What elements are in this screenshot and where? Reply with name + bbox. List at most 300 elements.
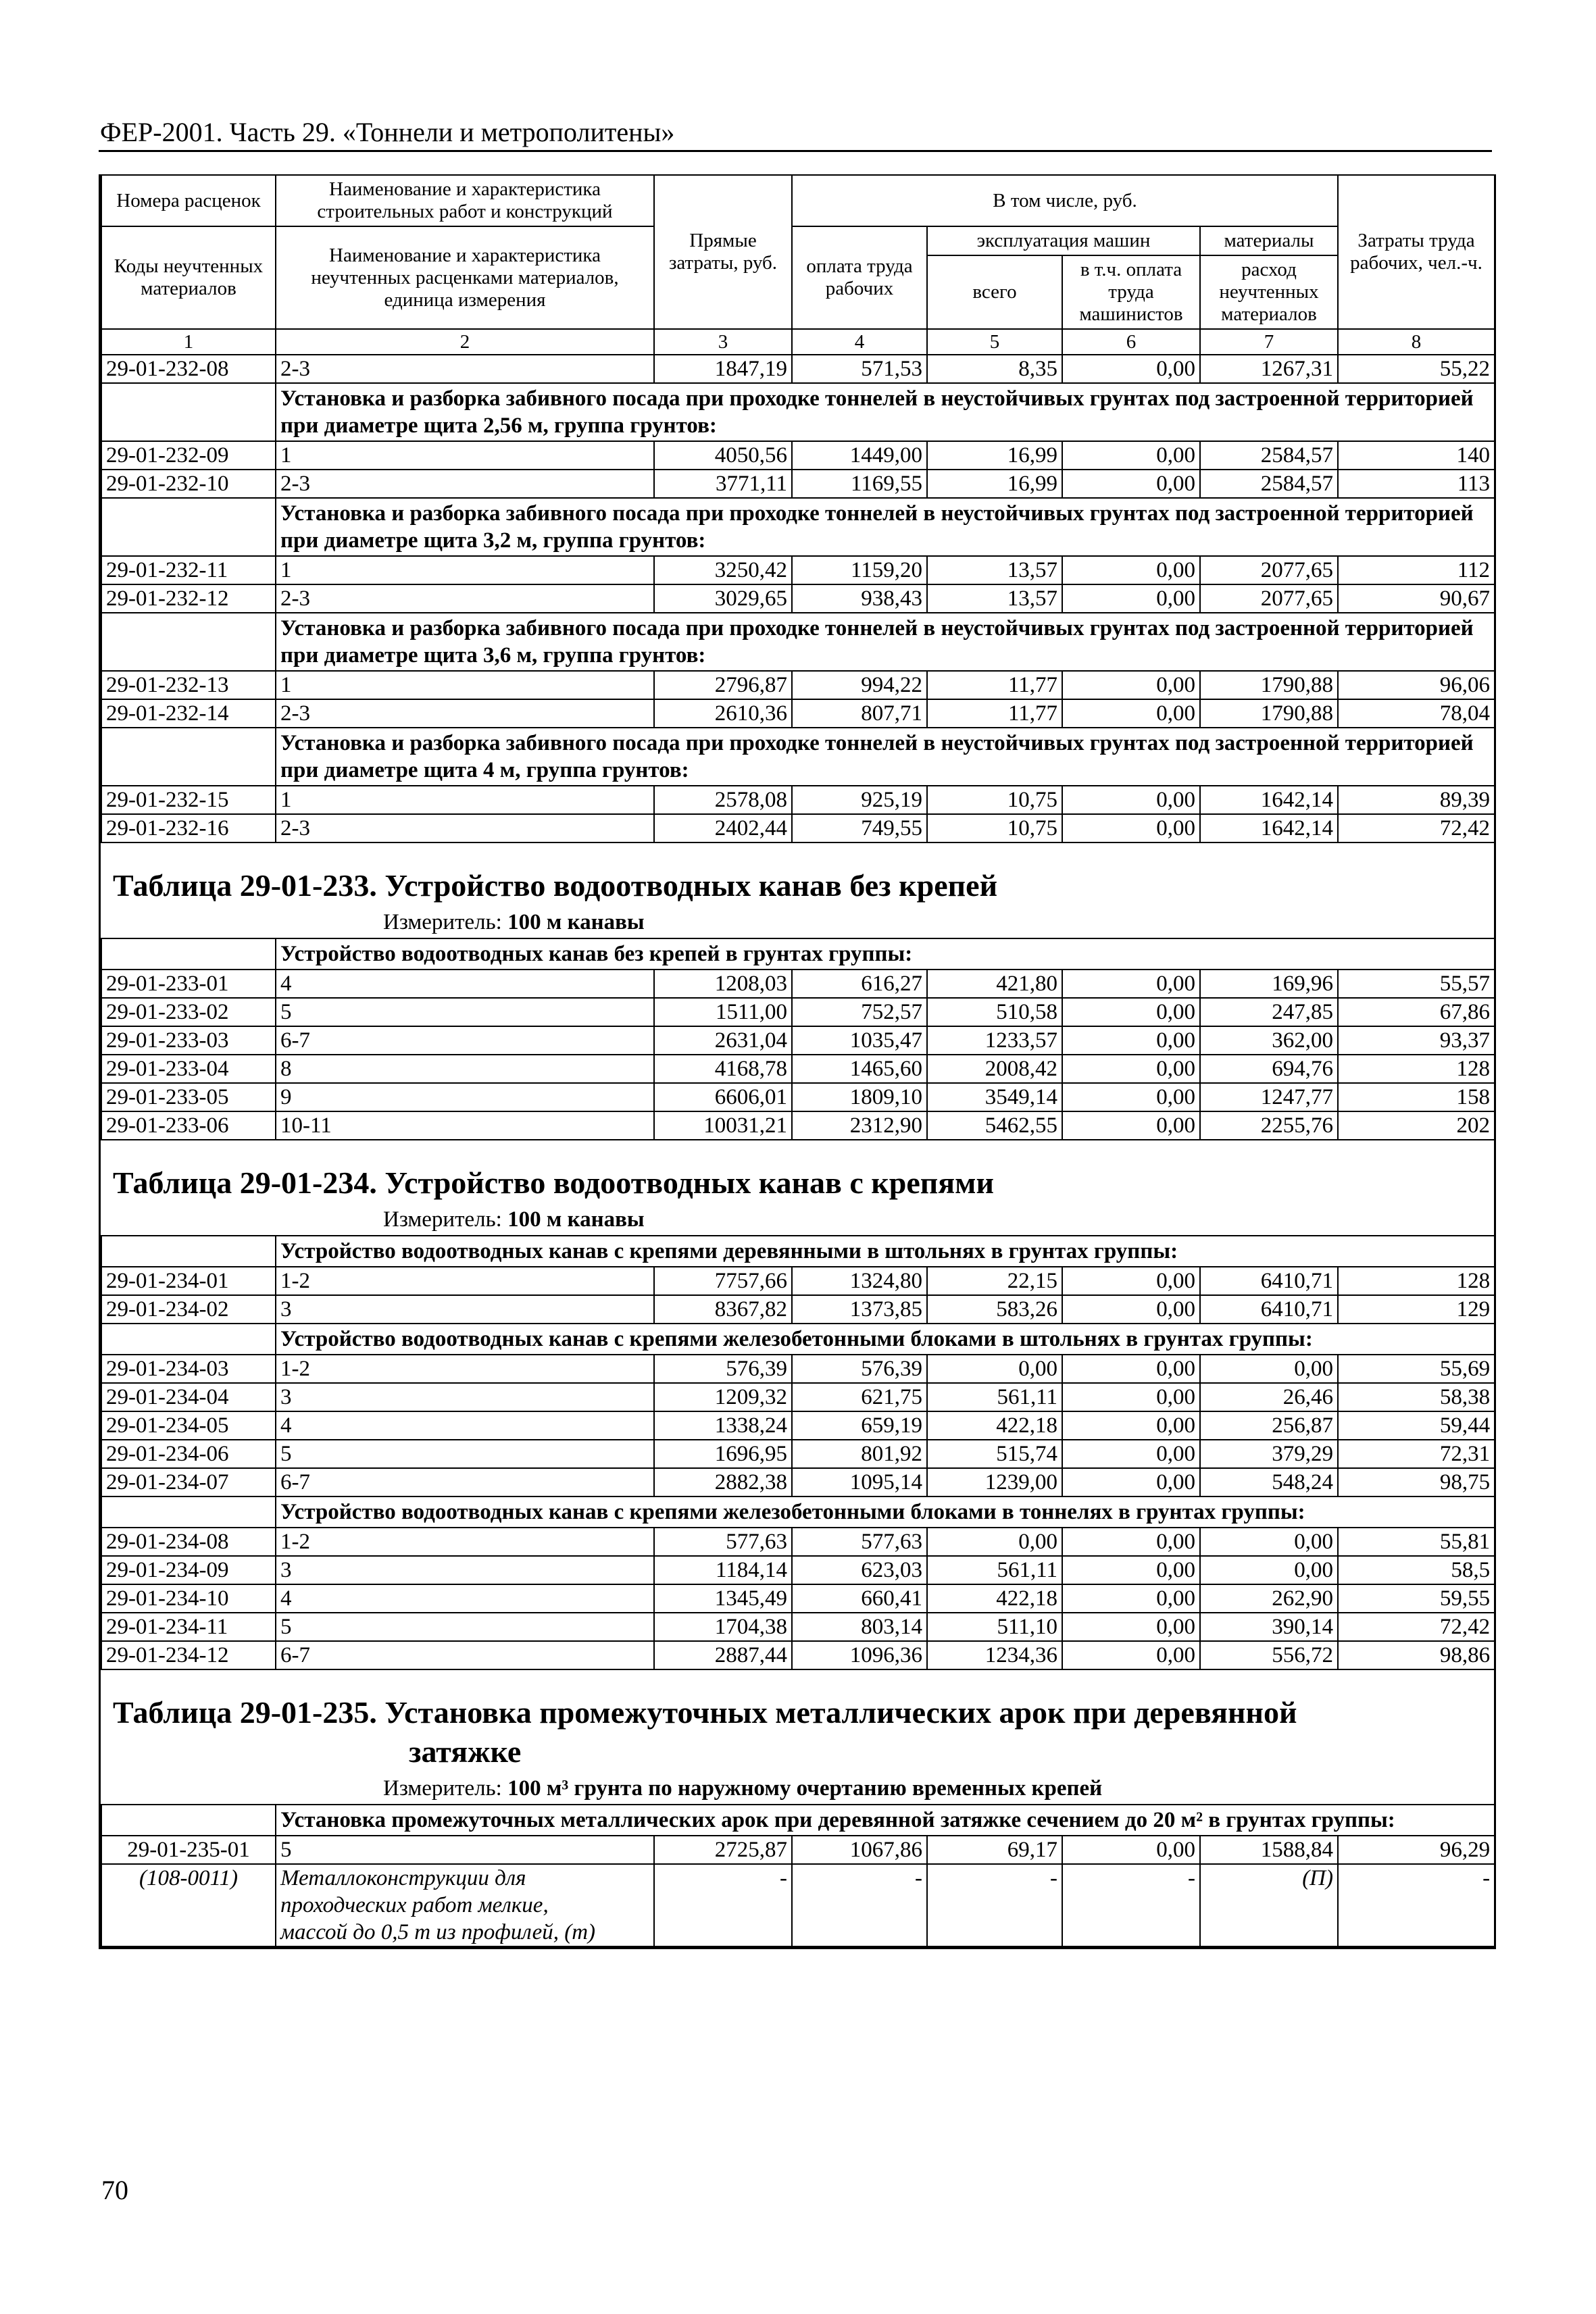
work-name: 10-11	[276, 1111, 654, 1140]
table-row	[101, 1055, 1495, 1083]
rows-group	[101, 1836, 1495, 1946]
direct-costs: 2578,08	[654, 786, 792, 814]
labor: 128	[1338, 1055, 1495, 1083]
machines-total: 16,99	[927, 470, 1062, 498]
hdr-material-name: Наименование и характеристика неучтенных расценками материалов, единица измерения	[276, 226, 654, 329]
work-name: 2-3	[276, 584, 654, 613]
work-name: 1	[276, 786, 654, 814]
machines-total: 422,18	[927, 1584, 1062, 1613]
machines-wage: 0,00	[1062, 1613, 1200, 1641]
work-name: 5	[276, 998, 654, 1026]
table-row	[101, 1083, 1495, 1111]
direct-costs: 2796,87	[654, 671, 792, 699]
page-number: 70	[101, 2175, 128, 2205]
wage: 1465,60	[792, 1055, 927, 1083]
materials: 169,96	[1200, 970, 1338, 998]
hdr-material-codes: Коды неучтенных материалов	[101, 226, 276, 329]
work-name: 3	[276, 1295, 654, 1324]
machines-wage: 0,00	[1062, 1383, 1200, 1411]
rate-code: 29-01-234-09	[101, 1556, 276, 1584]
labor: 129	[1338, 1295, 1495, 1324]
material-name	[276, 1864, 654, 1946]
table-29-01-233-block	[101, 843, 1494, 1140]
machines-total: 422,18	[927, 1411, 1062, 1440]
machines-wage: 0,00	[1062, 671, 1200, 699]
wage: 1096,36	[792, 1641, 927, 1669]
labor: 72,42	[1338, 1613, 1495, 1641]
wage: 803,14	[792, 1613, 927, 1641]
rate-code: 29-01-233-04	[101, 1055, 276, 1083]
hdr-machines-wage: в т.ч. оплата труда машинистов	[1062, 255, 1200, 329]
table-row	[101, 1026, 1495, 1055]
table-title-line2: затяжке	[409, 1734, 522, 1769]
wage: 1035,47	[792, 1026, 927, 1055]
direct-costs: 6606,01	[654, 1083, 792, 1111]
direct-costs: 1847,19	[654, 355, 792, 383]
section-heading: Устройство водоотводных канав с крепями железобетонными блоками в штольнях в грунтах группы:	[276, 1324, 1495, 1355]
direct-costs: 2882,38	[654, 1468, 792, 1496]
table-row	[101, 1111, 1495, 1140]
direct-costs: 2725,87	[654, 1836, 792, 1864]
materials: 2584,57	[1200, 441, 1338, 470]
machines-total: 13,57	[927, 556, 1062, 584]
rate-code: 29-01-232-12	[101, 584, 276, 613]
section-group	[101, 613, 1495, 671]
table-row	[101, 556, 1495, 584]
section-heading: Устройство водоотводных канав с крепями железобетонными блоками в тоннелях в грунтах группы:	[276, 1496, 1495, 1528]
materials: 1642,14	[1200, 814, 1338, 842]
work-name: 1-2	[276, 1355, 654, 1383]
rows-group	[101, 671, 1495, 728]
machines-total: 421,80	[927, 970, 1062, 998]
work-name: 6-7	[276, 1026, 654, 1055]
running-head: ФЕР-2001. Часть 29. «Тоннели и метрополитены»	[100, 117, 675, 147]
machines-wage: 0,00	[1062, 1267, 1200, 1295]
work-name: 9	[276, 1083, 654, 1111]
hdr-machines: эксплуатация машин	[927, 226, 1200, 255]
hdr-wage: оплата труда рабочих	[792, 226, 927, 329]
labor: 78,04	[1338, 699, 1495, 728]
materials: 6410,71	[1200, 1267, 1338, 1295]
table-row	[101, 1836, 1495, 1864]
material-dash: -	[1062, 1864, 1200, 1946]
work-name: 4	[276, 1584, 654, 1613]
rate-code: 29-01-234-06	[101, 1440, 276, 1468]
machines-wage: 0,00	[1062, 1295, 1200, 1324]
hdr-labor-costs: Затраты труда рабочих, чел.-ч.	[1338, 175, 1495, 329]
table-row	[101, 584, 1495, 613]
direct-costs: 3029,65	[654, 584, 792, 613]
work-name: 8	[276, 1055, 654, 1083]
machines-total: 561,11	[927, 1383, 1062, 1411]
table-row	[101, 1641, 1495, 1669]
column-numbers	[101, 329, 1495, 355]
direct-costs: 1184,14	[654, 1556, 792, 1584]
machines-total: 511,10	[927, 1613, 1062, 1641]
materials: 262,90	[1200, 1584, 1338, 1613]
wage: 577,63	[792, 1528, 927, 1556]
labor: 128	[1338, 1267, 1495, 1295]
wage: 1373,85	[792, 1295, 927, 1324]
machines-total: 0,00	[927, 1355, 1062, 1383]
section-group	[101, 1496, 1495, 1528]
labor: 58,5	[1338, 1556, 1495, 1584]
direct-costs: 2402,44	[654, 814, 792, 842]
rate-code: 29-01-234-07	[101, 1468, 276, 1496]
machines-total: 13,57	[927, 584, 1062, 613]
materials: 556,72	[1200, 1641, 1338, 1669]
labor: 58,38	[1338, 1383, 1495, 1411]
direct-costs: 1511,00	[654, 998, 792, 1026]
materials: 0,00	[1200, 1528, 1338, 1556]
labor: 113	[1338, 470, 1495, 498]
materials: 694,76	[1200, 1055, 1338, 1083]
meter-value: 100 м канавы	[507, 910, 645, 934]
labor: 112	[1338, 556, 1495, 584]
machines-wage: 0,00	[1062, 1641, 1200, 1669]
machines-total: 16,99	[927, 441, 1062, 470]
rate-code: 29-01-234-10	[101, 1584, 276, 1613]
meter-label: Измеритель:	[383, 1776, 508, 1801]
materials: 362,00	[1200, 1026, 1338, 1055]
materials: 2077,65	[1200, 584, 1338, 613]
table-row	[101, 441, 1495, 470]
table-29-01-233	[101, 938, 1495, 1140]
header-rule	[99, 150, 1492, 152]
table-row	[101, 1267, 1495, 1295]
materials: 390,14	[1200, 1613, 1338, 1641]
hdr-materials: материалы	[1200, 226, 1338, 255]
machines-total: 583,26	[927, 1295, 1062, 1324]
rate-code: 29-01-235-01	[101, 1836, 276, 1864]
labor: 140	[1338, 441, 1495, 470]
labor: 72,31	[1338, 1440, 1495, 1468]
direct-costs: 1209,32	[654, 1383, 792, 1411]
table-title: Таблица 29-01-233. Устройство водоотводных канав без крепей	[113, 868, 998, 903]
direct-costs: 1696,95	[654, 1440, 792, 1468]
wage: 752,57	[792, 998, 927, 1026]
materials: 2255,76	[1200, 1111, 1338, 1140]
section-group	[101, 1324, 1495, 1355]
wage: 1809,10	[792, 1083, 927, 1111]
material-row	[101, 1864, 1495, 1946]
wage: 1449,00	[792, 441, 927, 470]
hdr-work-name: Наименование и характеристика строительных работ и конструкций	[276, 175, 654, 226]
work-name: 1	[276, 441, 654, 470]
materials: 26,46	[1200, 1383, 1338, 1411]
table-meter	[101, 908, 1494, 938]
work-name: 1-2	[276, 1267, 654, 1295]
rate-code: 29-01-232-09	[101, 441, 276, 470]
work-name: 1	[276, 556, 654, 584]
direct-costs: 4168,78	[654, 1055, 792, 1083]
rate-code: 29-01-232-15	[101, 786, 276, 814]
rate-code: 29-01-234-12	[101, 1641, 276, 1669]
machines-wage: 0,00	[1062, 584, 1200, 613]
table-row	[101, 1383, 1495, 1411]
machines-wage: 0,00	[1062, 1355, 1200, 1383]
machines-wage: 0,00	[1062, 1026, 1200, 1055]
wage: 1169,55	[792, 470, 927, 498]
materials: 0,00	[1200, 1355, 1338, 1383]
col-num: 2	[276, 329, 654, 355]
col-num: 4	[792, 329, 927, 355]
direct-costs: 576,39	[654, 1355, 792, 1383]
section-heading: Установка и разборка забивного посада при проходке тоннелей в неустойчивых грунтах под застроенной территорией при диаметре щита 2,56 м, группа грунтов:	[276, 383, 1495, 441]
wage: 659,19	[792, 1411, 927, 1440]
rate-code: 29-01-232-08	[101, 355, 276, 383]
material-dash: -	[1338, 1864, 1495, 1946]
work-name: 2-3	[276, 699, 654, 728]
machines-total: 69,17	[927, 1836, 1062, 1864]
direct-costs: 3771,11	[654, 470, 792, 498]
rows-group	[101, 556, 1495, 613]
machines-wage: 0,00	[1062, 1083, 1200, 1111]
work-name: 1-2	[276, 1528, 654, 1556]
wage: 616,27	[792, 970, 927, 998]
machines-total: 561,11	[927, 1556, 1062, 1584]
materials: 2584,57	[1200, 470, 1338, 498]
wage: 938,43	[792, 584, 927, 613]
meter-label: Измеритель:	[383, 1207, 508, 1232]
material-dash: -	[792, 1864, 927, 1946]
labor: 93,37	[1338, 1026, 1495, 1055]
rate-code: 29-01-233-05	[101, 1083, 276, 1111]
materials: 256,87	[1200, 1411, 1338, 1440]
section-heading: Установка и разборка забивного посада при проходке тоннелей в неустойчивых грунтах под застроенной территорией при диаметре щита 4 м, группа грунтов:	[276, 728, 1495, 786]
col-num: 6	[1062, 329, 1200, 355]
machines-wage: 0,00	[1062, 470, 1200, 498]
section-group	[101, 498, 1495, 556]
materials: 1790,88	[1200, 699, 1338, 728]
labor: 67,86	[1338, 998, 1495, 1026]
work-name: 4	[276, 970, 654, 998]
work-name: 3	[276, 1556, 654, 1584]
direct-costs: 3250,42	[654, 556, 792, 584]
section-heading: Установка и разборка забивного посада при проходке тоннелей в неустойчивых грунтах под застроенной территорией при диаметре щита 3,2 м, группа грунтов:	[276, 498, 1495, 556]
table-row	[101, 1440, 1495, 1468]
machines-total: 515,74	[927, 1440, 1062, 1468]
work-name: 1	[276, 671, 654, 699]
machines-total: 1233,57	[927, 1026, 1062, 1055]
machines-total: 11,77	[927, 671, 1062, 699]
work-name: 5	[276, 1440, 654, 1468]
table-29-01-235	[101, 1804, 1495, 1947]
machines-wage: 0,00	[1062, 1528, 1200, 1556]
wage: 994,22	[792, 671, 927, 699]
col-num: 5	[927, 329, 1062, 355]
labor: 72,42	[1338, 814, 1495, 842]
rows-group	[101, 1355, 1495, 1496]
rate-code: 29-01-232-13	[101, 671, 276, 699]
table-row	[101, 970, 1495, 998]
table-row	[101, 814, 1495, 842]
wage: 571,53	[792, 355, 927, 383]
machines-wage: 0,00	[1062, 1468, 1200, 1496]
work-name: 5	[276, 1836, 654, 1864]
materials: 1642,14	[1200, 786, 1338, 814]
labor: 55,81	[1338, 1528, 1495, 1556]
machines-total: 22,15	[927, 1267, 1062, 1295]
table-29-01-234-block	[101, 1140, 1494, 1670]
machines-wage: 0,00	[1062, 970, 1200, 998]
table-29-01-234	[101, 1235, 1495, 1670]
materials: 0,00	[1200, 1556, 1338, 1584]
table-29-01-235-block	[101, 1670, 1494, 1947]
wage: 576,39	[792, 1355, 927, 1383]
wage: 1324,80	[792, 1267, 927, 1295]
work-name: 2-3	[276, 470, 654, 498]
labor: 90,67	[1338, 584, 1495, 613]
rate-code: 29-01-233-01	[101, 970, 276, 998]
work-name: 2-3	[276, 355, 654, 383]
rate-code: 29-01-232-14	[101, 699, 276, 728]
machines-wage: 0,00	[1062, 355, 1200, 383]
section-group	[101, 1805, 1495, 1836]
hdr-machines-total: всего	[927, 255, 1062, 329]
direct-costs: 1338,24	[654, 1411, 792, 1440]
rows-group	[101, 355, 1495, 383]
machines-wage: 0,00	[1062, 1055, 1200, 1083]
rate-code: 29-01-233-02	[101, 998, 276, 1026]
rate-code: 29-01-233-06	[101, 1111, 276, 1140]
direct-costs: 8367,82	[654, 1295, 792, 1324]
labor: 55,69	[1338, 1355, 1495, 1383]
labor: 202	[1338, 1111, 1495, 1140]
section-heading: Установка промежуточных металлических арок при деревянной затяжке сечением до 20 м² в грунтах группы:	[276, 1805, 1495, 1836]
col-num: 3	[654, 329, 792, 355]
machines-total: 10,75	[927, 786, 1062, 814]
table-row	[101, 1556, 1495, 1584]
machines-wage: 0,00	[1062, 441, 1200, 470]
materials: 247,85	[1200, 998, 1338, 1026]
section-heading: Устройство водоотводных канав с крепями деревянными в штольнях в грунтах группы:	[276, 1236, 1495, 1267]
meter-value: 100 м канавы	[507, 1207, 645, 1232]
direct-costs: 1208,03	[654, 970, 792, 998]
labor: 59,44	[1338, 1411, 1495, 1440]
direct-costs: 2887,44	[654, 1641, 792, 1669]
direct-costs: 2610,36	[654, 699, 792, 728]
table-row	[101, 1584, 1495, 1613]
materials: 1247,77	[1200, 1083, 1338, 1111]
wage: 621,75	[792, 1383, 927, 1411]
machines-total: 11,77	[927, 699, 1062, 728]
work-name: 5	[276, 1613, 654, 1641]
rate-code: 29-01-232-16	[101, 814, 276, 842]
rate-code: 29-01-234-11	[101, 1613, 276, 1641]
table-row	[101, 1468, 1495, 1496]
materials: 1790,88	[1200, 671, 1338, 699]
material-dash: -	[654, 1864, 792, 1946]
table-row	[101, 998, 1495, 1026]
machines-total: 1239,00	[927, 1468, 1062, 1496]
machines-wage: 0,00	[1062, 556, 1200, 584]
machines-total: 10,75	[927, 814, 1062, 842]
wage: 801,92	[792, 1440, 927, 1468]
table-row	[101, 1355, 1495, 1383]
materials: 1588,84	[1200, 1836, 1338, 1864]
direct-costs: 2631,04	[654, 1026, 792, 1055]
material-name-line3: массой до 0,5 т из профилей, (т)	[280, 1920, 596, 1944]
col-num: 7	[1200, 329, 1338, 355]
materials: 2077,65	[1200, 556, 1338, 584]
material-code: (108-0011)	[101, 1864, 276, 1946]
wage: 1067,86	[792, 1836, 927, 1864]
hdr-direct-costs: Прямые затраты, руб.	[654, 175, 792, 329]
rate-code: 29-01-234-02	[101, 1295, 276, 1324]
hdr-rate-numbers: Номера расценок	[101, 175, 276, 226]
work-name: 3	[276, 1383, 654, 1411]
rate-code: 29-01-234-04	[101, 1383, 276, 1411]
wage: 1095,14	[792, 1468, 927, 1496]
direct-costs: 1345,49	[654, 1584, 792, 1613]
table-row	[101, 470, 1495, 498]
rate-code: 29-01-232-11	[101, 556, 276, 584]
rate-code: 29-01-233-03	[101, 1026, 276, 1055]
work-name: 2-3	[276, 814, 654, 842]
material-dash: -	[927, 1864, 1062, 1946]
rate-code: 29-01-232-10	[101, 470, 276, 498]
direct-costs: 1704,38	[654, 1613, 792, 1641]
labor: 98,75	[1338, 1468, 1495, 1496]
labor: 96,29	[1338, 1836, 1495, 1864]
work-name: 6-7	[276, 1468, 654, 1496]
table-title: Таблица 29-01-234. Устройство водоотводных канав с крепями	[113, 1165, 994, 1200]
materials: 548,24	[1200, 1468, 1338, 1496]
machines-wage: 0,00	[1062, 1584, 1200, 1613]
machines-wage: 0,00	[1062, 1836, 1200, 1864]
rate-code: 29-01-234-01	[101, 1267, 276, 1295]
table-meter	[101, 1205, 1494, 1235]
machines-wage: 0,00	[1062, 1111, 1200, 1140]
materials: 379,29	[1200, 1440, 1338, 1468]
table-row	[101, 671, 1495, 699]
meter-label: Измеритель:	[383, 910, 508, 934]
wage: 660,41	[792, 1584, 927, 1613]
rate-code: 29-01-234-08	[101, 1528, 276, 1556]
wage: 925,19	[792, 786, 927, 814]
wage: 2312,90	[792, 1111, 927, 1140]
table-row	[101, 1295, 1495, 1324]
materials: 1267,31	[1200, 355, 1338, 383]
table-row	[101, 1528, 1495, 1556]
wage: 749,55	[792, 814, 927, 842]
material-name-line2: проходческих работ мелкие,	[280, 1893, 549, 1917]
machines-wage: 0,00	[1062, 1440, 1200, 1468]
labor: 89,39	[1338, 786, 1495, 814]
col-num: 1	[101, 329, 276, 355]
section-heading: Устройство водоотводных канав без крепей в грунтах группы:	[276, 938, 1495, 970]
machines-wage: 0,00	[1062, 814, 1200, 842]
wage: 1159,20	[792, 556, 927, 584]
machines-total: 8,35	[927, 355, 1062, 383]
meter-value: 100 м³ грунта по наружному очертанию временных крепей	[507, 1776, 1103, 1801]
rows-group	[101, 1528, 1495, 1669]
table-29-01-232	[101, 174, 1495, 843]
wage: 623,03	[792, 1556, 927, 1584]
section-heading: Установка и разборка забивного посада при проходке тоннелей в неустойчивых грунтах под застроенной территорией при диаметре щита 3,6 м, группа грунтов:	[276, 613, 1495, 671]
table-header	[101, 175, 1495, 329]
direct-costs: 10031,21	[654, 1111, 792, 1140]
rate-code: 29-01-234-05	[101, 1411, 276, 1440]
machines-wage: 0,00	[1062, 998, 1200, 1026]
col-num: 8	[1338, 329, 1495, 355]
direct-costs: 4050,56	[654, 441, 792, 470]
direct-costs: 7757,66	[654, 1267, 792, 1295]
rows-group	[101, 1267, 1495, 1324]
materials: 6410,71	[1200, 1295, 1338, 1324]
rows-group	[101, 970, 1495, 1140]
